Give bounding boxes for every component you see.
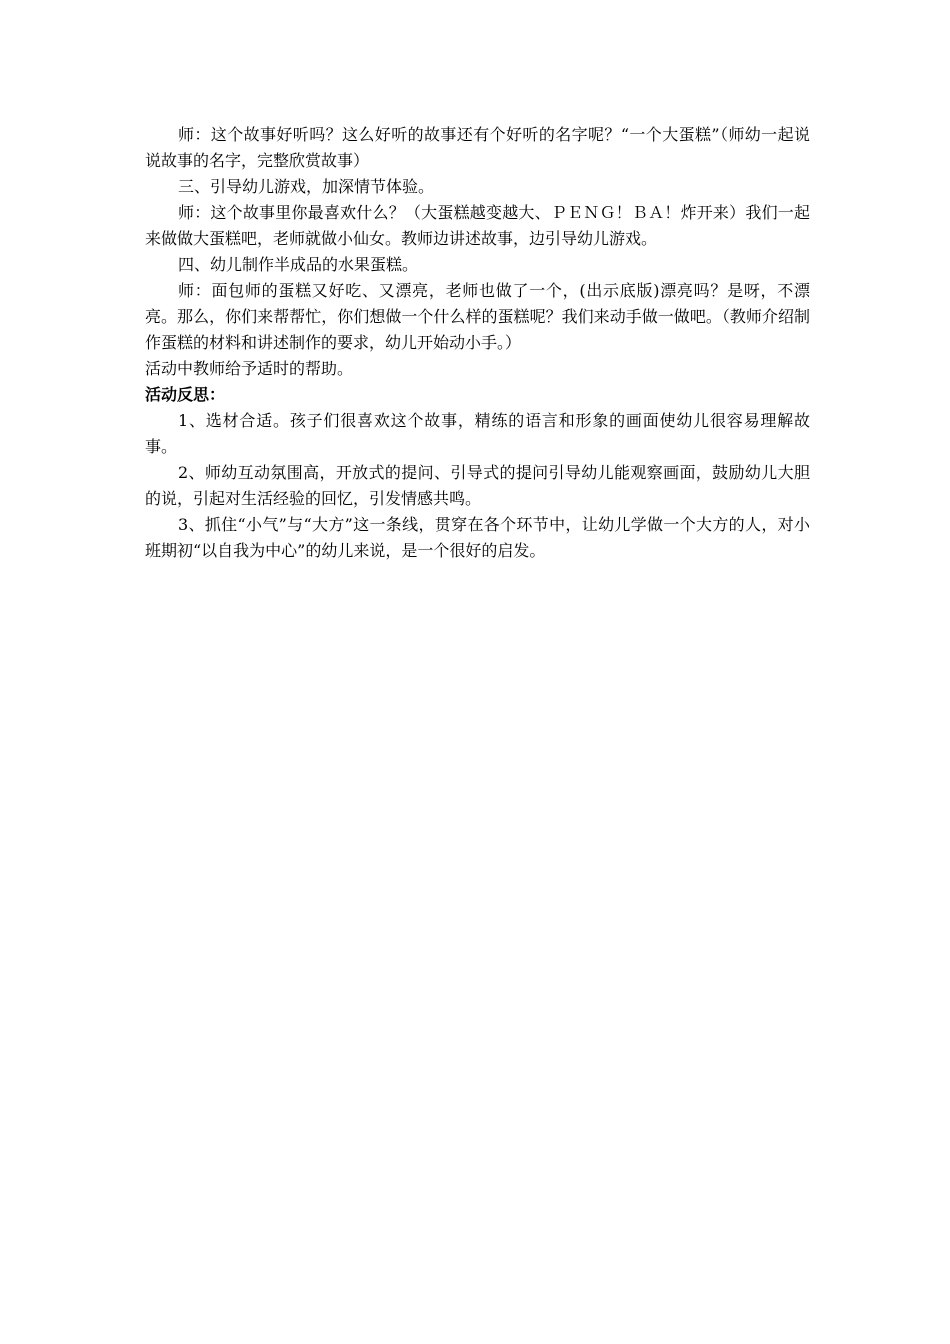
reflection-heading: 活动反思： bbox=[145, 385, 226, 404]
paragraph-story-title: 师：这个故事好听吗？这么好听的故事还有个好听的名字呢？“一个大蛋糕”（师幼一起说说故事的名字，完整欣赏故事） bbox=[145, 125, 810, 170]
paragraph-make-cake: 师：面包师的蛋糕又好吃、又漂亮，老师也做了一个，(出示底版)漂亮吗？是呀，不漂亮。那么，你们来帮帮忙，你们想做一个什么样的蛋糕呢？我们来动手做一做吧。（教师介绍制作蛋糕的材料和讲述制作的要求，幼儿开始动小手。） bbox=[145, 281, 810, 352]
paragraph-teacher-help: 活动中教师给予适时的帮助。 bbox=[145, 359, 354, 378]
paragraph-game: 师：这个故事里你最喜欢什么？（大蛋糕越变越大、ＰＥＮＧ！ＢＡ！炸开来）我们一起来做做大蛋糕吧，老师就做小仙女。教师边讲述故事，边引导幼儿游戏。 bbox=[145, 203, 810, 248]
reflection-item: 2、师幼互动氛围高，开放式的提问、引导式的提问引导幼儿能观察画面，鼓励幼儿大胆的说，引起对生活经验的回忆，引发情感共鸣。 bbox=[145, 463, 810, 508]
paragraph-step-three: 三、引导幼儿游戏，加深情节体验。 bbox=[178, 177, 435, 196]
document-body bbox=[145, 122, 810, 564]
reflection-item: 1、选材合适。孩子们很喜欢这个故事，精练的语言和形象的画面使幼儿很容易理解故事。 bbox=[145, 411, 810, 456]
reflection-item: 3、抓住“小气”与“大方”这一条线，贯穿在各个环节中，让幼儿学做一个大方的人，对小班期初“以自我为中心”的幼儿来说，是一个很好的启发。 bbox=[145, 515, 810, 560]
paragraph-step-four: 四、幼儿制作半成品的水果蛋糕。 bbox=[178, 255, 419, 274]
